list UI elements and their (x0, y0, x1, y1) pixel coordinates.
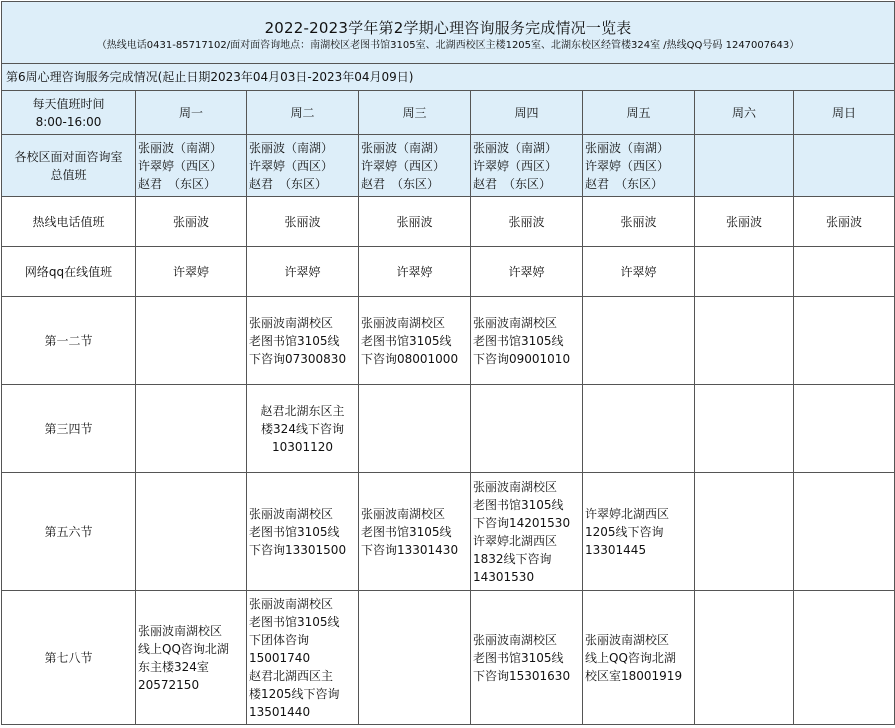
hotline-cell: 张丽波 (794, 197, 895, 247)
slot-cell (695, 473, 794, 591)
cell-line: 张丽波（南湖） (138, 140, 223, 155)
row-label-period34: 第三四节 (2, 385, 136, 473)
cell-line: 下咨询15301630 (473, 668, 571, 683)
slot-cell (471, 297, 583, 385)
onsite-cell (359, 135, 471, 197)
row-label-period78: 第七八节 (2, 591, 136, 725)
schedule-table (1, 1, 895, 725)
slot-cell (695, 297, 794, 385)
period78-row (2, 591, 895, 725)
slot-cell (247, 385, 359, 473)
slot-cell (247, 591, 359, 725)
cell-line: 13301445 (585, 542, 647, 557)
page-title: 2022-2023学年第2学期心理咨询服务完成情况一览表 (264, 18, 632, 37)
onsite-cell (471, 135, 583, 197)
cell-line: 许翠婷（西区） (249, 158, 334, 173)
row-label-period12: 第一二节 (2, 297, 136, 385)
hotline-cell: 张丽波 (136, 197, 247, 247)
cell-line: 20572150 (138, 677, 200, 692)
cell-line: 13501440 (249, 704, 311, 719)
cell-line: 许翠婷（西区） (361, 158, 446, 173)
cell-line: 许翠婷（西区） (473, 158, 558, 173)
cell-line: 赵君 （东区） (585, 176, 664, 191)
slot-cell (695, 385, 794, 473)
slot-cell (583, 473, 695, 591)
cell-line: 许翠婷（西区） (138, 158, 223, 173)
slot-cell (136, 473, 247, 591)
slot-cell (583, 591, 695, 725)
cell-line: 1832线下咨询 (473, 551, 552, 566)
slot-cell (359, 297, 471, 385)
cell-line: 张丽波南湖校区 (473, 632, 558, 647)
qq-cell: 许翠婷 (359, 247, 471, 297)
qq-cell (695, 247, 794, 297)
cell-line: 老图书馆3105线 (249, 614, 340, 629)
cell-line: 赵君 （东区） (473, 176, 552, 191)
cell-line: 张丽波南湖校区 (473, 479, 558, 494)
hotline-cell: 张丽波 (359, 197, 471, 247)
cell-line: 张丽波（南湖） (473, 140, 558, 155)
cell-line: 楼324线下咨询 (261, 421, 344, 436)
slot-cell (471, 473, 583, 591)
period56-row (2, 473, 895, 591)
cell-line: 许翠婷北湖西区 (473, 533, 558, 548)
cell-line: 张丽波南湖校区 (361, 315, 446, 330)
cell-line: 老图书馆3105线 (361, 333, 452, 348)
cell-line: 赵君 （东区） (361, 176, 440, 191)
slot-cell (136, 591, 247, 725)
slot-cell (136, 297, 247, 385)
cell-line: 赵君北湖西区主 (249, 668, 334, 683)
cell-line: 东主楼324室 (138, 659, 209, 674)
cell-line: 15001740 (249, 650, 311, 665)
onsite-cell (247, 135, 359, 197)
cell-line: 老图书馆3105线 (473, 650, 564, 665)
slot-cell (471, 385, 583, 473)
day-header: 周六 (695, 91, 794, 135)
slot-cell (583, 385, 695, 473)
qq-cell: 许翠婷 (471, 247, 583, 297)
day-header: 周三 (359, 91, 471, 135)
title-row (2, 2, 895, 64)
onsite-cell (136, 135, 247, 197)
onsite-row (2, 135, 895, 197)
period34-row (2, 385, 895, 473)
title-cell (2, 2, 895, 64)
cell-line: 张丽波（南湖） (361, 140, 446, 155)
cell-line: 老图书馆3105线 (249, 333, 340, 348)
cell-line: 许翠婷北湖西区 (585, 506, 670, 521)
cell-line: 张丽波（南湖） (585, 140, 670, 155)
cell-line: 张丽波南湖校区 (249, 315, 334, 330)
cell-line: 赵君 （东区） (249, 176, 328, 191)
slot-cell (247, 473, 359, 591)
cell-line: 老图书馆3105线 (249, 524, 340, 539)
cell-line: 校区室18001919 (585, 668, 683, 683)
cell-line: 老图书馆3105线 (361, 524, 452, 539)
slot-cell (359, 591, 471, 725)
hotline-cell: 张丽波 (583, 197, 695, 247)
cell-line: 下咨询13301500 (249, 542, 347, 557)
cell-line: 赵君 （东区） (138, 176, 217, 191)
cell-line: 下咨询14201530 (473, 515, 571, 530)
cell-line: 张丽波南湖校区 (585, 632, 670, 647)
cell-line: 1205线下咨询 (585, 524, 664, 539)
period12-row (2, 297, 895, 385)
row-label-onsite (2, 135, 136, 197)
cell-line: 张丽波南湖校区 (249, 506, 334, 521)
cell-line: 许翠婷（西区） (585, 158, 670, 173)
cell-line: 下咨询08001000 (361, 351, 459, 366)
cell-line: 下咨询07300830 (249, 351, 347, 366)
cell-line: 张丽波南湖校区 (361, 506, 446, 521)
cell-line: 线上QQ咨询北湖 (138, 641, 229, 656)
cell-line: 14301530 (473, 569, 535, 584)
row-label-period56: 第五六节 (2, 473, 136, 591)
slot-cell (359, 385, 471, 473)
slot-cell (794, 473, 895, 591)
cell-line: 赵君北湖东区主 (260, 403, 345, 418)
day-header: 周五 (583, 91, 695, 135)
cell-line: 张丽波南湖校区 (473, 315, 558, 330)
cell-line: 10301120 (271, 439, 334, 454)
hotline-cell: 张丽波 (247, 197, 359, 247)
slot-cell (247, 297, 359, 385)
slot-cell (794, 297, 895, 385)
qq-cell: 许翠婷 (583, 247, 695, 297)
cell-line: 张丽波（南湖） (249, 140, 334, 155)
hotline-cell: 张丽波 (695, 197, 794, 247)
cell-line: 下团体咨询 (249, 632, 310, 647)
onsite-cell (583, 135, 695, 197)
week-row (2, 64, 895, 91)
slot-cell (359, 473, 471, 591)
duty-time-value: 8:00-16:00 (35, 114, 102, 129)
day-header: 周日 (794, 91, 895, 135)
qq-cell: 许翠婷 (247, 247, 359, 297)
slot-cell (794, 385, 895, 473)
onsite-cell (794, 135, 895, 197)
cell-line: 下咨询09001010 (473, 351, 571, 366)
cell-line: 张丽波南湖校区 (249, 596, 334, 611)
duty-time-header (2, 91, 136, 135)
week-info: 第6周心理咨询服务完成情况(起止日期2023年04月03日-2023年04月09日) (2, 64, 895, 91)
day-header: 周一 (136, 91, 247, 135)
slot-cell (695, 591, 794, 725)
row-label-qq: 网络qq在线值班 (2, 247, 136, 297)
hotline-row (2, 197, 895, 247)
page-subtitle: （热线电话0431-85717102/面对面咨询地点：南湖校区老图书馆3105室、北湖西校区主楼1205室、北湖东校区经管楼324室 /热线QQ号码 1247007643） (96, 39, 800, 51)
cell-line: 线上QQ咨询北湖 (585, 650, 676, 665)
cell-line: 老图书馆3105线 (473, 333, 564, 348)
slot-cell (583, 297, 695, 385)
qq-cell (794, 247, 895, 297)
slot-cell (794, 591, 895, 725)
cell-line: 楼1205线下咨询 (249, 686, 340, 701)
row-label-line: 各校区面对面咨询室 (14, 149, 123, 164)
day-header: 周二 (247, 91, 359, 135)
day-header-row (2, 91, 895, 135)
qq-row (2, 247, 895, 297)
slot-cell (136, 385, 247, 473)
duty-time-label: 每天值班时间 (32, 96, 105, 111)
cell-line: 老图书馆3105线 (473, 497, 564, 512)
qq-cell: 许翠婷 (136, 247, 247, 297)
day-header: 周四 (471, 91, 583, 135)
cell-line: 下咨询13301430 (361, 542, 459, 557)
slot-cell (471, 591, 583, 725)
row-label-line: 总值班 (50, 167, 87, 182)
cell-line: 张丽波南湖校区 (138, 623, 223, 638)
onsite-cell (695, 135, 794, 197)
hotline-cell: 张丽波 (471, 197, 583, 247)
row-label-hotline: 热线电话值班 (2, 197, 136, 247)
